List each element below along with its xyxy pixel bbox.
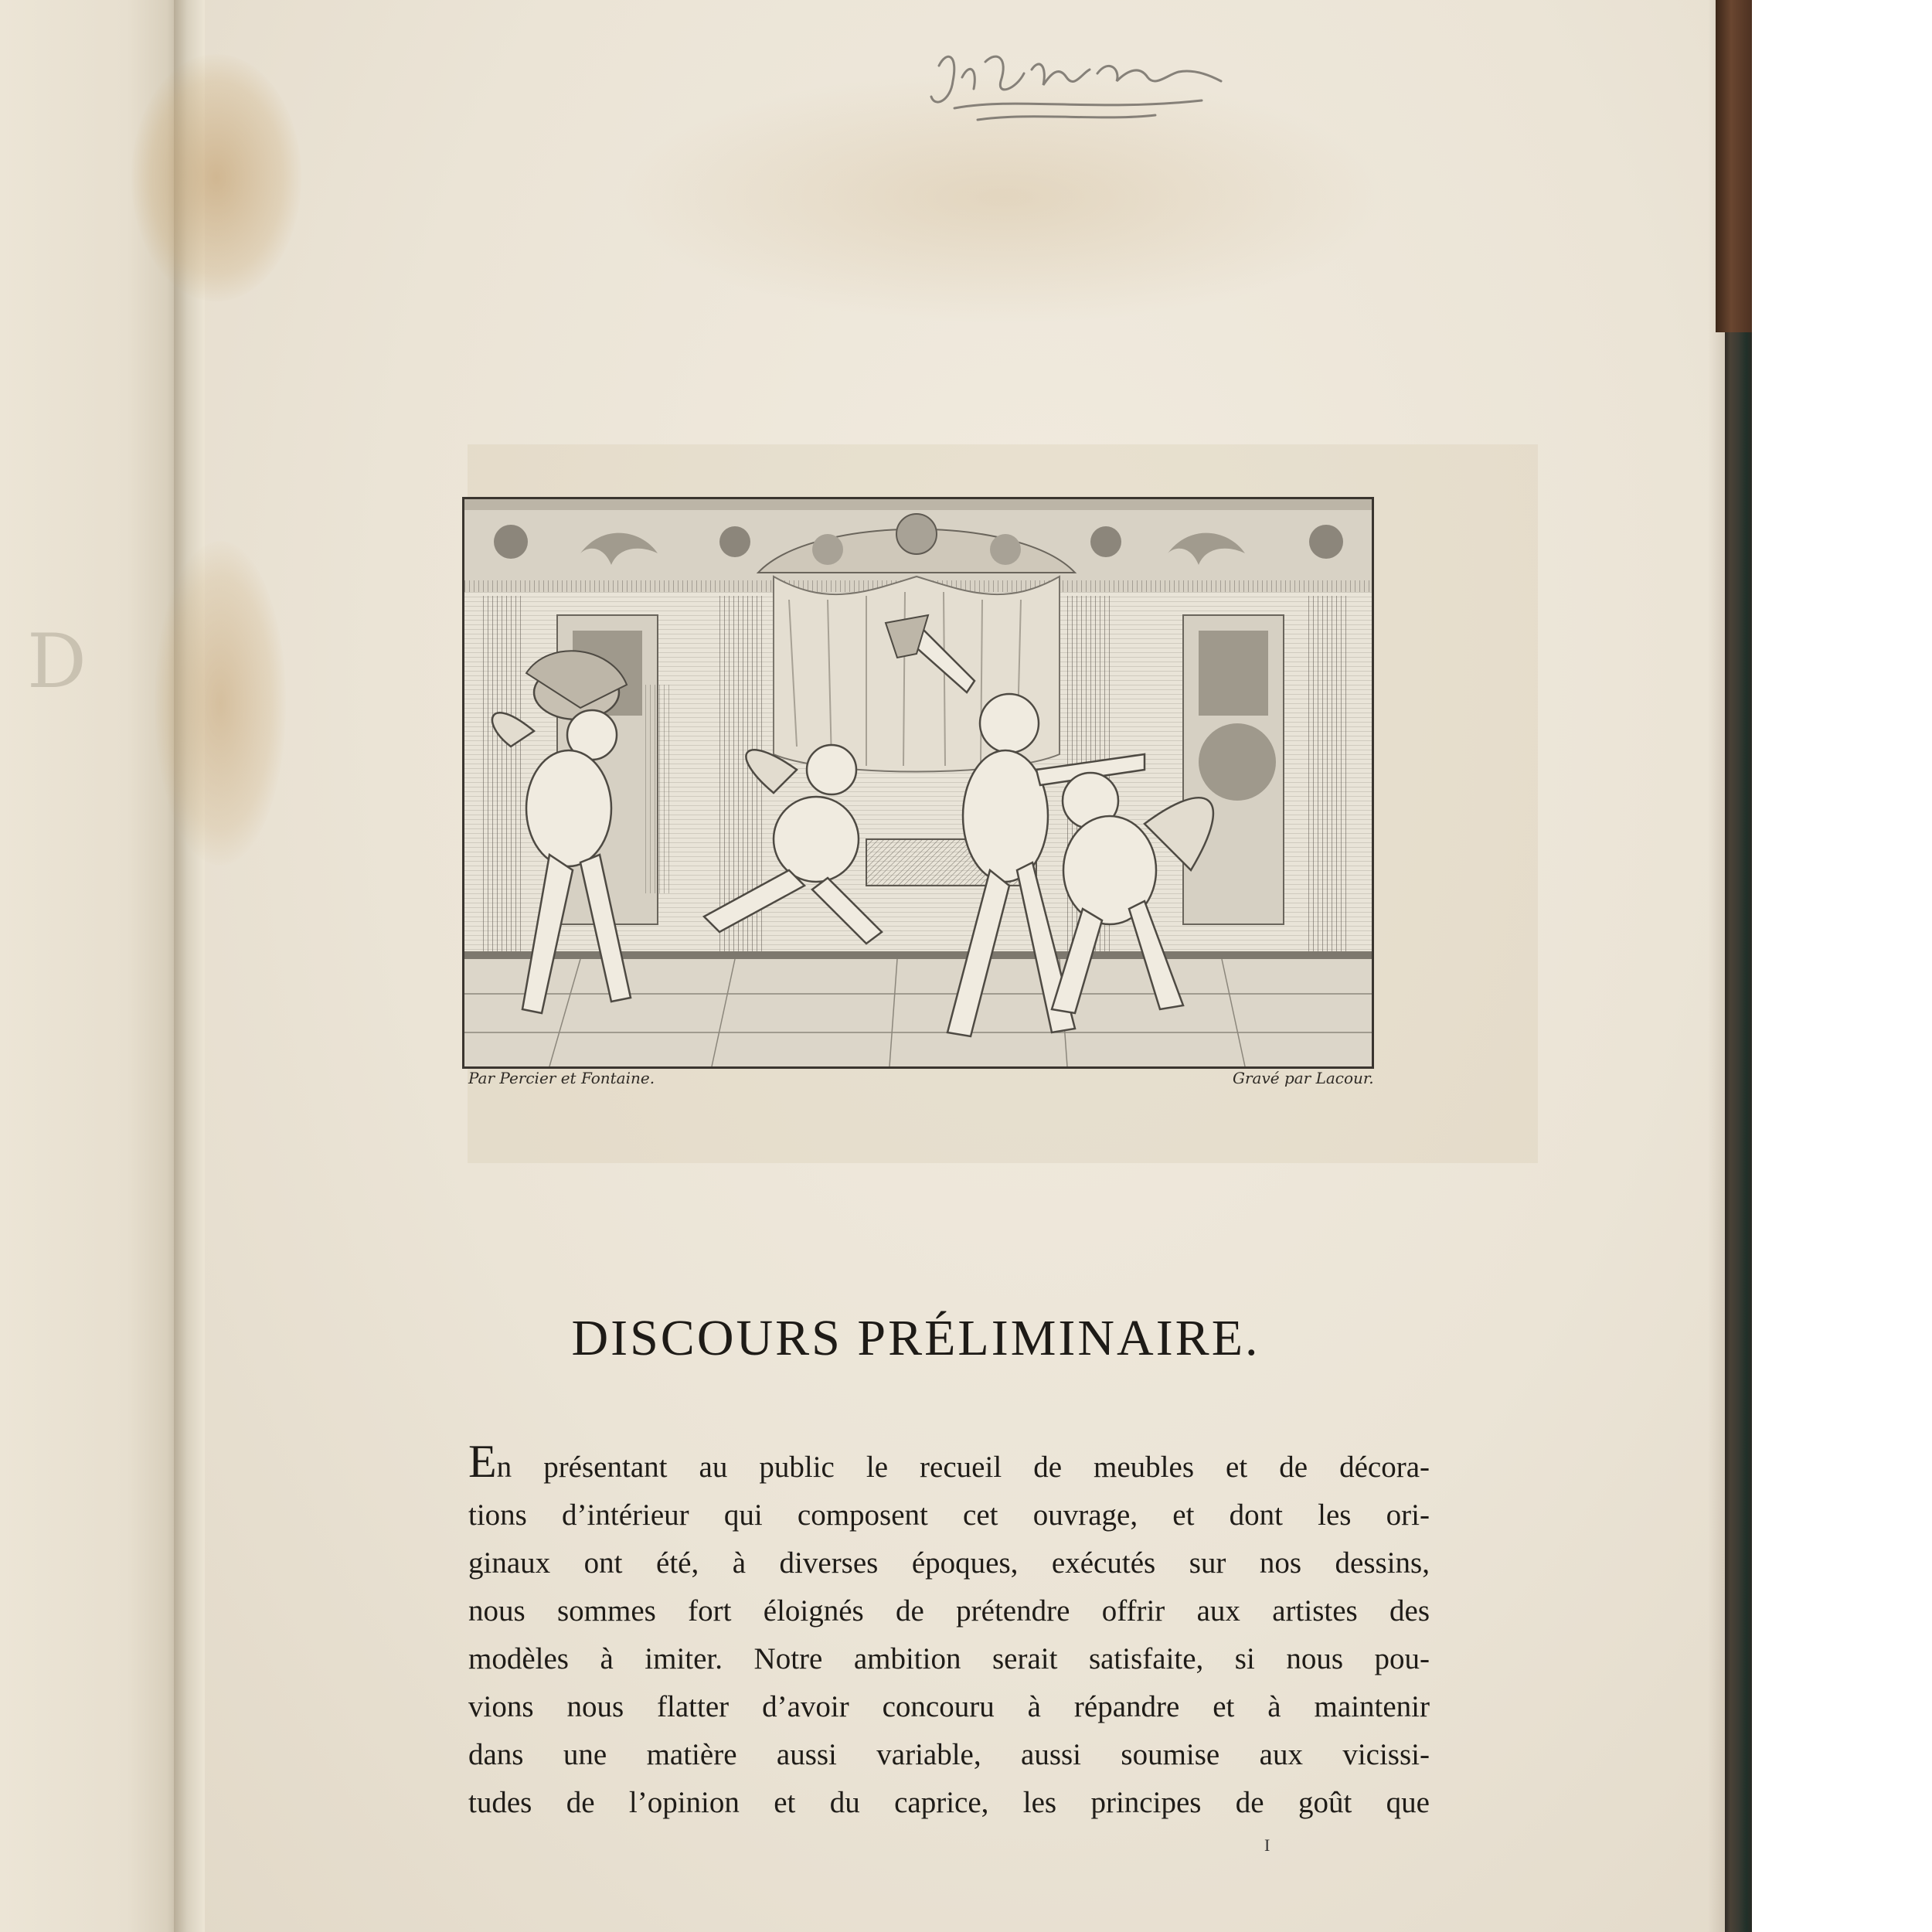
chapter-heading: DISCOURS PRÉLIMINAIRE. bbox=[571, 1310, 1260, 1367]
body-line: nous sommes fort éloignés de prétendre offrir aux artistes des bbox=[468, 1594, 1430, 1628]
engraving-illustration bbox=[464, 499, 1372, 1066]
body-line: modèles à imiter. Notre ambition serait satisfaite, si nous pou- bbox=[468, 1642, 1430, 1675]
body-line bbox=[468, 1436, 1430, 1492]
backdrop bbox=[1752, 0, 1932, 1932]
body-line: ginaux ont été, à diverses époques, exécutés sur nos dessins, bbox=[468, 1546, 1430, 1580]
body-line: vions nous flatter d’avoir concouru à répandre et à maintenir bbox=[468, 1690, 1430, 1723]
body-line: dans une matière aussi variable, aussi soumise aux vicissi- bbox=[468, 1738, 1430, 1771]
body-line: tions d’intérieur qui composent cet ouvrage, et dont les ori- bbox=[468, 1498, 1430, 1532]
plate-caption-left: Par Percier et Fontaine. bbox=[468, 1069, 655, 1087]
handwritten-signature bbox=[923, 35, 1233, 135]
drop-cap: E bbox=[468, 1436, 497, 1487]
body-text bbox=[468, 1436, 1430, 1827]
left-page bbox=[0, 0, 182, 1932]
signature-mark: I bbox=[1264, 1835, 1270, 1855]
book-gutter bbox=[174, 0, 205, 1932]
leather-spine bbox=[1716, 0, 1754, 332]
plate-caption-right: Gravé par Lacour. bbox=[1233, 1069, 1374, 1087]
left-page-show-through-letter: D bbox=[27, 618, 87, 705]
body-line-text: n présentant au public le recueil de meubles et de décora- bbox=[496, 1451, 1430, 1484]
engraving-plate bbox=[462, 497, 1374, 1069]
body-line: tudes de l’opinion et du caprice, les principes de goût que bbox=[468, 1786, 1430, 1819]
